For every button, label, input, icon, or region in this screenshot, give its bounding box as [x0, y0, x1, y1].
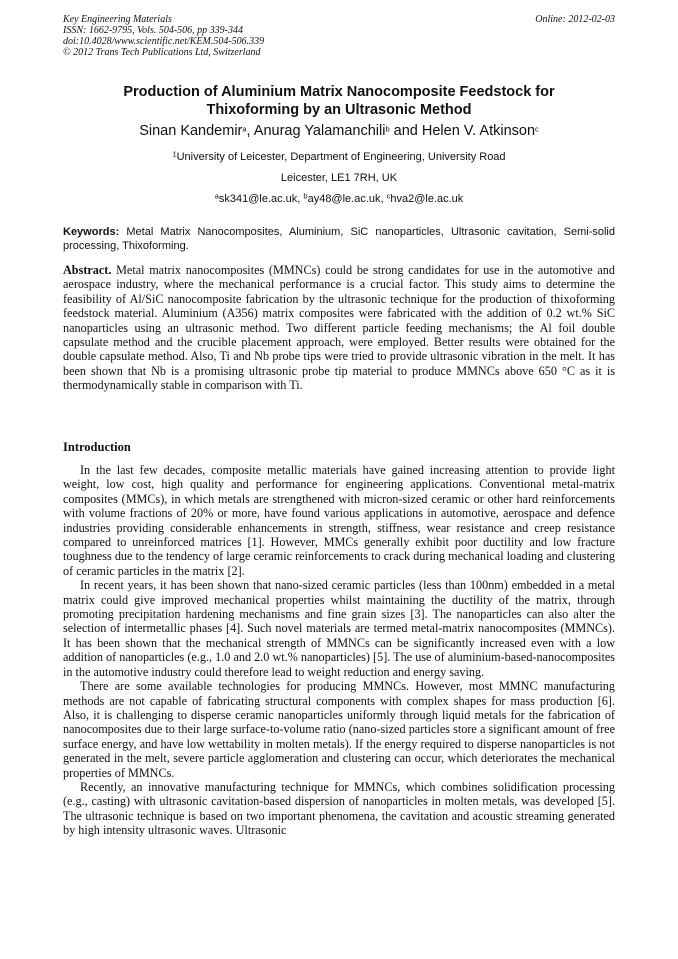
introduction-body — [63, 463, 615, 838]
author-emails — [63, 192, 615, 206]
email-a[interactable]: sk341@le.ac.uk, — [218, 193, 304, 205]
email-c[interactable]: hva2@le.ac.uk — [390, 193, 464, 205]
author-list — [63, 122, 615, 140]
author-3-mark: c — [535, 124, 539, 134]
intro-paragraph: There are some available technologies for producing MMNCs. However, most MMNC manufacturing methods are not capable of fabricating structural components with complex shapes for mass production [6]. Also, it is challenging to disperse ceramic nanoparticles uniformly through liquid metals for the fabrication of nanocomposites due to their large surface-to-volume ratio (nano-sized particles store a significant amount of free surface energy, and have low wettability in molten metals). If the energy required to disperse nanoparticles is not generated in the melt, severe particle agglomeration and clustering can occur, which deteriorates the mechanical properties of MMNCs. — [63, 679, 615, 780]
journal-header — [63, 14, 615, 58]
keywords-label: Keywords: — [63, 226, 120, 238]
author-1-mark: a — [242, 124, 247, 134]
affiliation-line-2: Leicester, LE1 7RH, UK — [280, 172, 398, 184]
keywords-block — [63, 226, 615, 254]
online-date: Online: 2012-02-03 — [535, 14, 615, 25]
intro-paragraph: Recently, an innovative manufacturing technique for MMNCs, which combines solidification processing (e.g., casting) with ultrasonic cavitation-based dispersion of nanoparticles in molten metals, was developed [5]. The ultrasonic technique is based on two important phenomena, the cavitation and acoustic streaming generated by high intensity ultrasonic waves. Ultrasonic — [63, 779, 615, 838]
keywords-text: Metal Matrix Nanocomposites, Aluminium, SiC nanoparticles, Ultrasonic cavitation, Semi-solid processing, Thixoforming. — [63, 226, 615, 252]
journal-name: Key Engineering Materials — [63, 14, 172, 25]
email-b[interactable]: ay48@le.ac.uk, — [307, 193, 387, 205]
author-2: Anurag Yalamanchili — [250, 123, 386, 139]
author-2-mark: b — [385, 124, 390, 134]
email-a-mark: a — [214, 191, 219, 201]
intro-paragraph: In the last few decades, composite metallic materials have gained increasing attention to provide light weight, low cost, high quality and performance for engineering applications. Conventional metal-matrix composites (MMCs), in which metals are strengthened with micron-sized ceramic or other hard reinforcements with volume fractions of 20% or more, have found various applications in automotive, aerospace and defence industries providing considerable enhancements in strength, stiffness, wear resistance and creep resistance compared to unreinforced matrices [1]. However, MMCs generally exhibit poor ductility and low fracture toughness due to the tendency of large ceramic reinforcements to crack during mechanical loading and clustering of ceramic particles in the matrix [2]. — [63, 463, 615, 578]
issn-line: ISSN: 1662-9795, Vols. 504-506, pp 339-344 — [63, 25, 243, 36]
author-3: and Helen V. Atkinson — [389, 123, 536, 139]
abstract-text: Metal matrix nanocomposites (MMNCs) could be strong candidates for use in the automotive and aerospace industry, where the mechanical performance is a crucial factor. This study aims to determine the feasibility of Al/SiC nanocomposite fabrication by the ultrasonic technique for the production of thixoforming feedstock material. Aluminium (A356) matrix composites were fabricated with the addition of 0.2 wt.% SiC nanoparticles using an ultrasonic method. Two different particle feeding mechanisms; the Al foil double capsulate method and the crucible placement approach, were employed. Better results were obtained for the double capsulate method. Also, Ti and Nb probe tips were tried to provide ultrasonic vibration in the melt. It has been shown that Nb is a promising ultrasonic probe tip material to produce MMNCs above 650 °C as it is thermodynamically stable in comparison with Ti. — [63, 263, 615, 393]
affiliation-text-1: University of Leicester, Department of Engineering, University Road — [176, 151, 506, 163]
affiliation-line-1 — [63, 150, 615, 164]
email-b-mark: b — [303, 191, 308, 201]
author-separator: , — [246, 123, 251, 139]
doi-line: doi:10.4028/www.scientific.net/KEM.504-506.339 — [63, 36, 265, 47]
section-heading-introduction: Introduction — [63, 440, 131, 454]
title-line-2: Thixoforming by an Ultrasonic Method — [206, 102, 472, 118]
intro-paragraph: In recent years, it has been shown that nano-sized ceramic particles (less than 100nm) embedded in a metal matrix could give improved mechanical properties whilst maintaining the ductility of the matrix, through promoting precipitation hardening mechanisms and fine grain sizes [3]. The nanoparticles can also alter the selection of intermetallic phases [4]. Such novel materials are termed metal-matrix nanocomposites (MMNCs). It has been shown that the mechanical strength of MMNCs can be significantly increased even with a low addition of nanoparticles (e.g., 1.0 and 2.0 wt.% nanoparticles) [5]. The use of aluminium-based-nanocomposites in the automotive industry could therefore lead to weight reduction and energy saving. — [63, 578, 615, 679]
abstract-label: Abstract. — [63, 263, 112, 277]
copyright-line: © 2012 Trans Tech Publications Ltd, Switzerland — [63, 47, 261, 58]
title-line-1: Production of Aluminium Matrix Nanocomposite Feedstock for — [123, 84, 555, 100]
abstract-block — [63, 263, 615, 393]
email-c-mark: c — [386, 191, 391, 201]
author-1: Sinan Kandemir — [139, 123, 243, 139]
paper-title — [63, 83, 615, 119]
affiliation-mark: 1 — [172, 149, 177, 159]
